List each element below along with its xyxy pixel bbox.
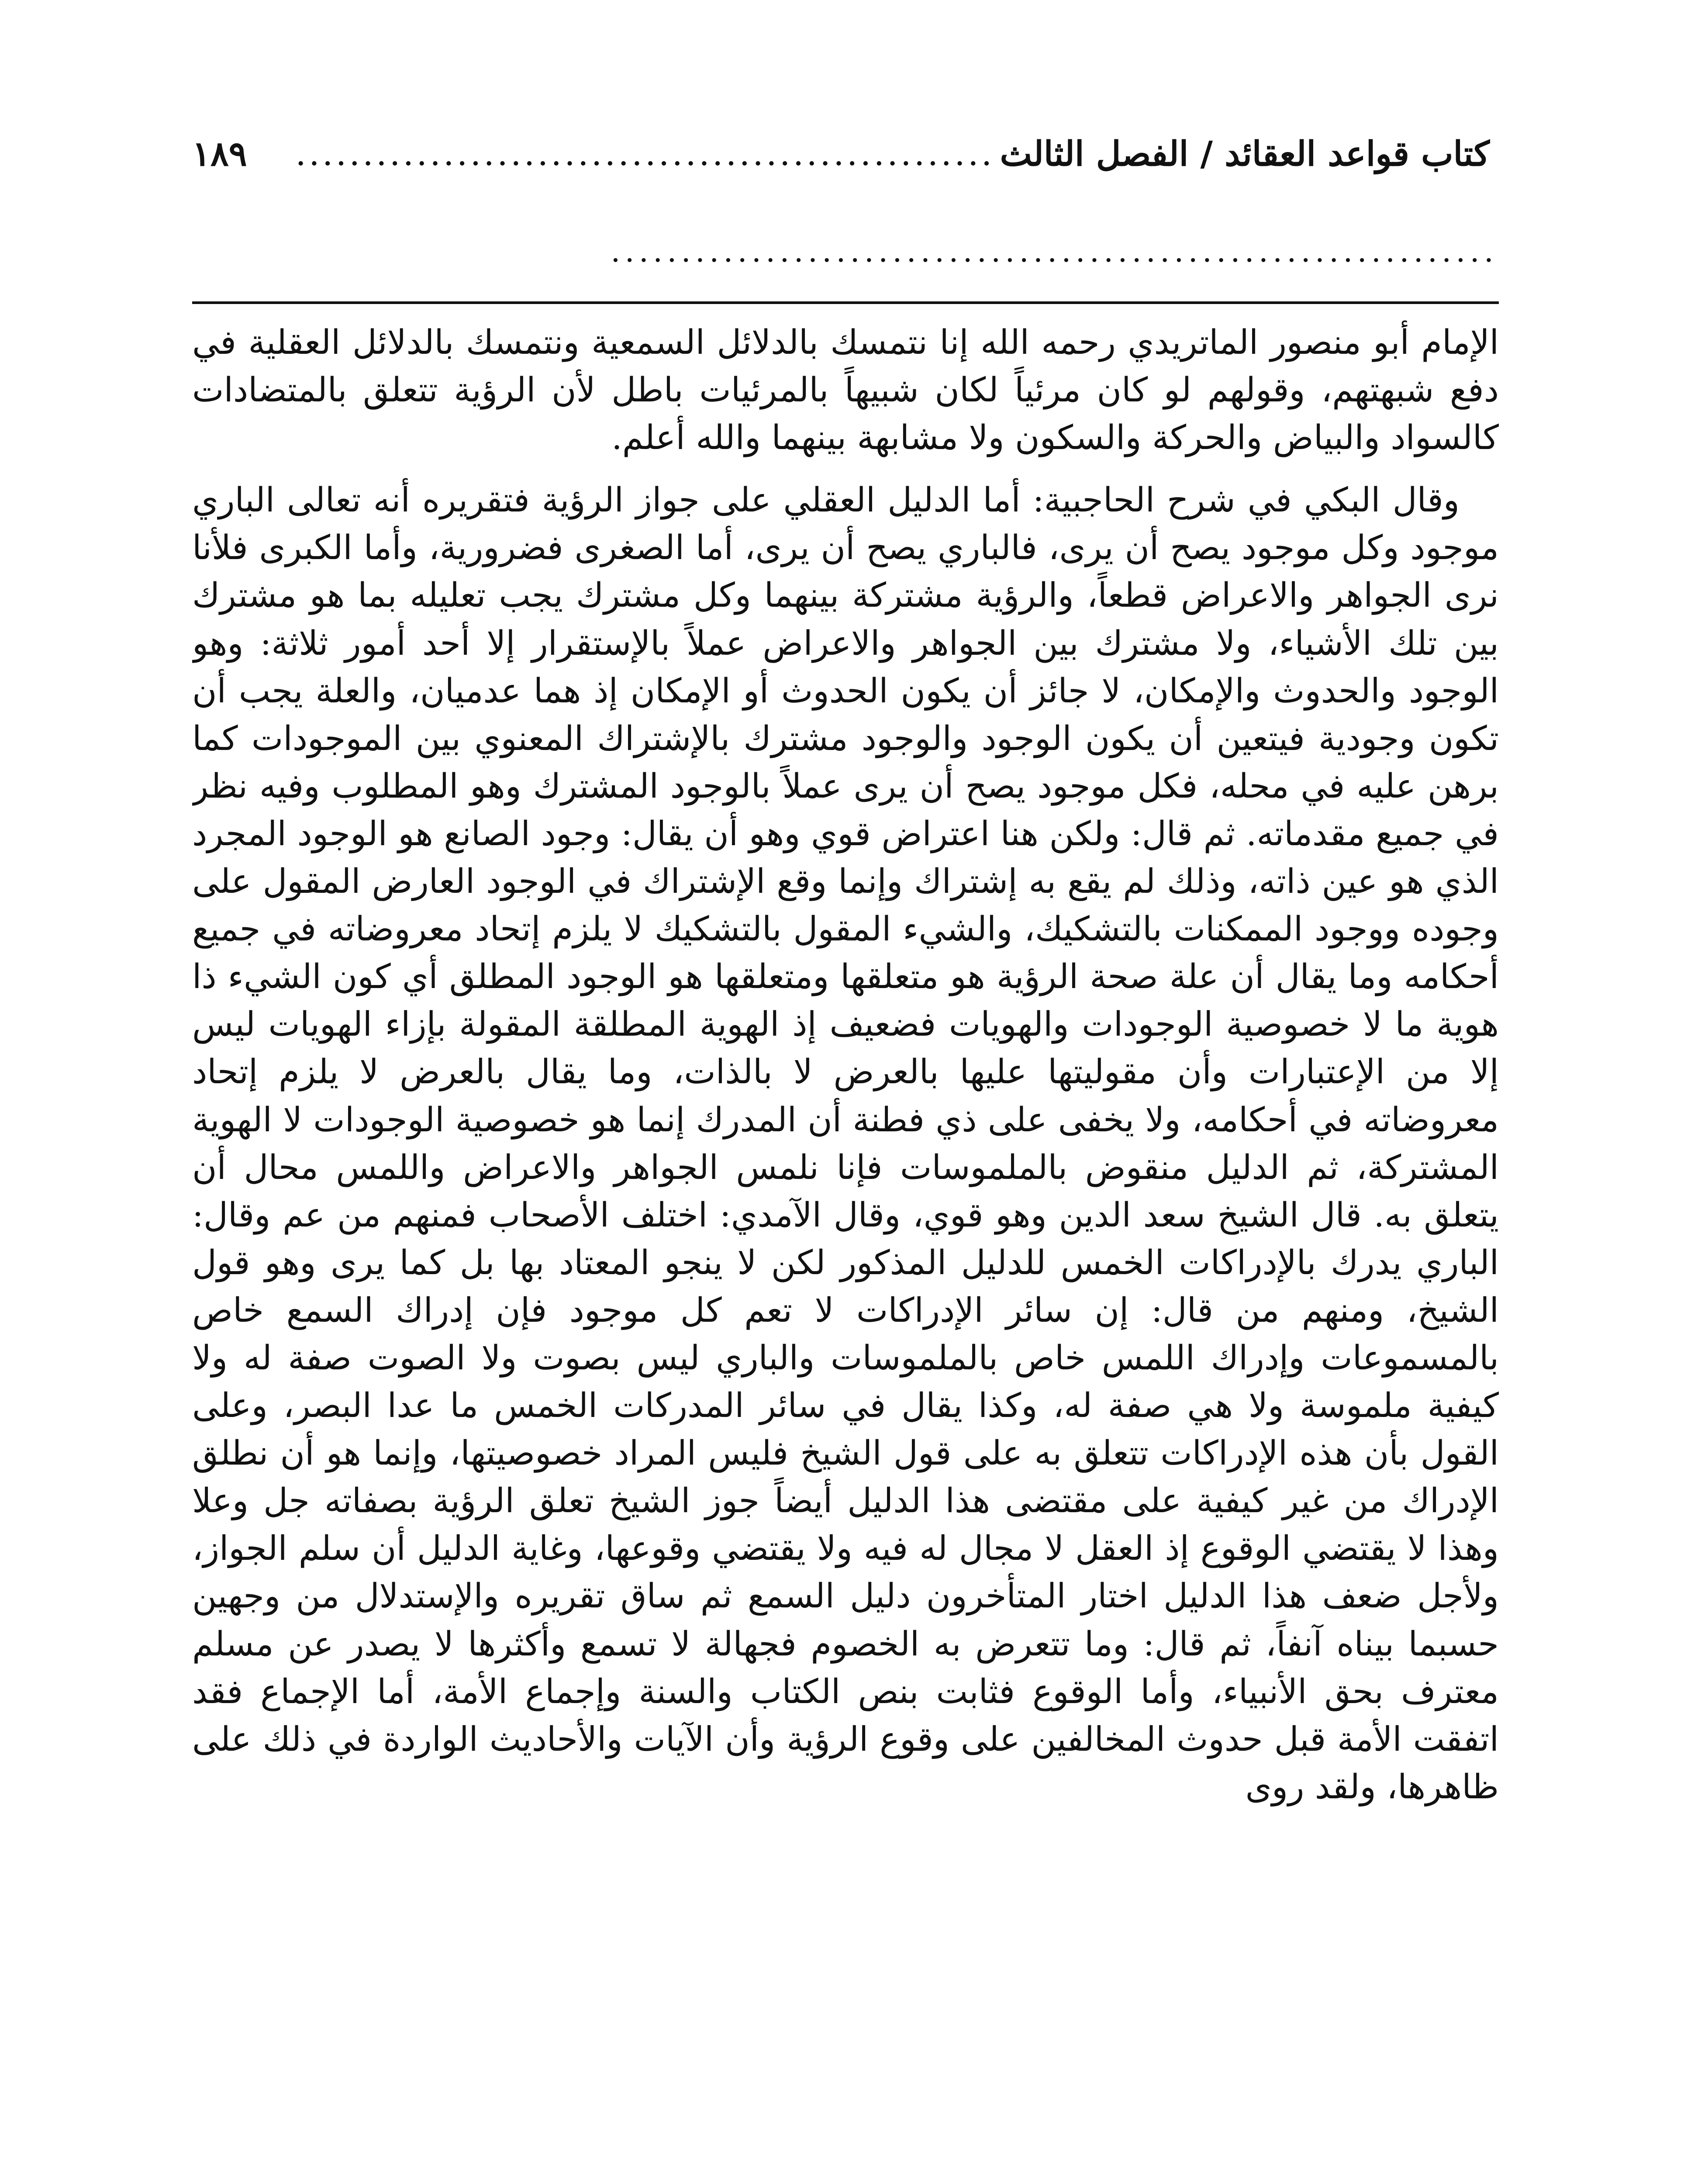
header-dot-leader: .................................................... bbox=[295, 134, 995, 174]
running-header bbox=[192, 109, 1490, 175]
paragraph-1: الإمام أبو منصور الماتريدي رحمه الله إنا نتمسك بالدلائل السمعية ونتمسك بالدلائل العقلية في دفع شبهتهم، وقولهم لو كان مرئياً لكان شبيهاً بالمرئيات باطل لأن الرؤية تتعلق بالمتضادات كالسواد والبياض والحركة والسكون ولا مشابهة بينهما والله أعلم. bbox=[192, 323, 1499, 458]
header-rule bbox=[192, 301, 1499, 304]
paragraph-2: وقال البكي في شرح الحاجبية: أما الدليل العقلي على جواز الرؤية فتقريره أنه تعالى الباري موجود وكل موجود يصح أن يرى، فالباري يصح أن يرى، أما الصغرى فضرورية، وأما الكبرى فلأنا نرى الجواهر والاعراض قطعاً، والرؤية مشتركة بينهما وكل مشترك يجب تعليله بما هو مشترك بين تلك الأشياء، ولا مشترك بين الجواهر والاعراض عملاً بالإستقرار إلا أحد أمور ثلاثة: وهو الوجود والحدوث والإمكان، لا جائز أن يكون الحدوث أو الإمكان إذ هما عدميان، والعلة يجب أن تكون وجودية فيتعين أن يكون الوجود والوجود مشترك بالإشتراك المعنوي بين الموجودات كما برهن عليه في محله، فكل موجود يصح أن يرى عملاً بالوجود المشترك وهو المطلوب وفيه نظر في جميع مقدماته. ثم قال: ولكن هنا اعتراض قوي وهو أن يقال: وجود الصانع هو الوجود المجرد الذي هو عين ذاته، وذلك لم يقع به إشتراك وإنما وقع الإشتراك في الوجود العارض المقول على وجوده ووجود الممكنات بالتشكيك، والشيء المقول بالتشكيك لا يلزم إتحاد معروضاته في جميع أحكامه وما يقال أن علة صحة الرؤية هو متعلقها ومتعلقها هو الوجود المطلق أي كون الشيء ذا هوية ما لا خصوصية الوجودات والهويات فضعيف إذ الهوية المطلقة المقولة بإزاء الهويات ليس إلا من الإعتبارات وأن مقوليتها عليها بالعرض لا بالذات، وما يقال بالعرض لا يلزم إتحاد معروضاته في أحكامه، ولا يخفى على ذي فطنة أن المدرك إنما هو خصوصية الوجودات لا الهوية المشتركة، ثم الدليل منقوض بالملموسات فإنا نلمس الجواهر والاعراض واللمس محال أن يتعلق به. قال الشيخ سعد الدين وهو قوي، وقال الآمدي: اختلف الأصحاب فمنهم من عم وقال: الباري يدرك بالإدراكات الخمس للدليل المذكور لكن لا ينجو المعتاد بها بل كما يرى وهو قول الشيخ، ومنهم من قال: إن سائر الإدراكات لا تعم كل موجود فإن إدراك السمع خاص بالمسموعات وإدراك اللمس خاص بالملموسات والباري ليس بصوت ولا الصوت صفة له ولا كيفية ملموسة ولا هي صفة له، وكذا يقال في سائر المدركات الخمس ما عدا البصر، وعلى القول بأن هذه الإدراكات تتعلق به على قول الشيخ فليس المراد خصوصيتها، وإنما هو أن نطلق الإدراك من غير كيفية على مقتضى هذا الدليل أيضاً جوز الشيخ تعلق الرؤية بصفاته جل وعلا وهذا لا يقتضي الوقوع إذ العقل لا مجال له فيه ولا يقتضي وقوعها، وغاية الدليل أن سلم الجواز، ولأجل ضعف هذا الدليل اختار المتأخرون دليل السمع ثم ساق تقريره والإستدلال من وجهين حسبما بيناه آنفاً، ثم قال: وما تتعرض به الخصوم فجهالة لا تسمع وأكثرها لا يصدر عن مسلم معترف بحق الأنبياء، وأما الوقوع فثابت بنص الكتاب والسنة وإجماع الأمة، أما الإجماع فقد اتفقت الأمة قبل حدوث المخالفين على وقوع الرؤية وأن الآيات والأحاديث الواردة في ذلك على ظاهرها، ولقد روى bbox=[192, 481, 1499, 1807]
separator-dots: ............................................................... bbox=[611, 236, 1498, 269]
body-text bbox=[192, 319, 1499, 2184]
page-number: ١٨٩ bbox=[192, 134, 247, 174]
header-title: كتاب قواعد العقائد / الفصل الثالث bbox=[1000, 134, 1490, 174]
